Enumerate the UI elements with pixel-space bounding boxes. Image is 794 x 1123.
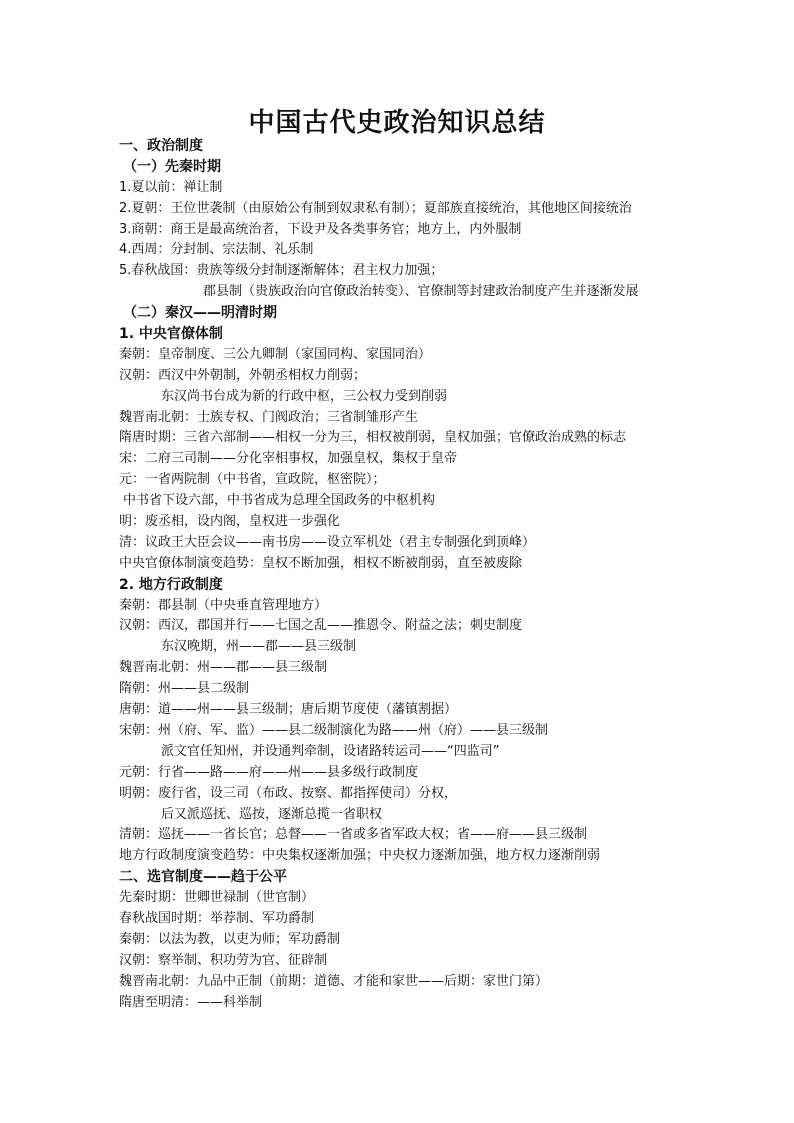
text-line: 宋：二府三司制——分化宰相事权，加强皇权，集权于皇帝 [119,451,458,467]
section-heading: （二）秦汉——明清时期 [123,305,277,322]
text-line: 先秦时期：世卿世禄制（世官制） [119,890,315,906]
text-line: 郡县制（贵族政治向官僚政治转变）、官僚制等封建政治制度产生并逐渐发展 [203,284,639,300]
document-body [119,136,689,1013]
text-line: 宋朝：州（府、军、监）——县二级制演化为路——州（府）——县三级制 [119,722,549,738]
text-line: 魏晋南北朝：士族专权、门阀政治；三省制雏形产生 [119,409,419,425]
text-line: 东汉尚书台成为新的行政中枢，三公权力受到削弱 [161,388,448,404]
text-line: 后又派巡抚、巡按，逐渐总揽一省职权 [161,806,383,822]
text-line: 汉朝：西汉中外朝制，外朝丞相权力削弱； [119,367,367,383]
text-line: 隋唐至明清：——科举制 [119,994,263,1010]
text-line: 明：废丞相，设内阁，皇权进一步强化 [119,514,341,530]
text-line: 魏晋南北朝：州——郡——县三级制 [119,660,328,676]
text-line: 汉朝：察举制、积功劳为官、征辟制 [119,952,328,968]
text-line: 隋唐时期：三省六部制——相权一分为三，相权被削弱，皇权加强；官僚政治成熟的标志 [119,430,627,446]
text-line: 地方行政制度演变趋势：中央集权逐渐加强；中央权力逐渐加强，地方权力逐渐削弱 [119,848,601,864]
text-line: 中书省下设六部，中书省成为总理全国政务的中枢机构 [123,493,436,509]
text-line: 元朝：行省——路——府——州——县多级行政制度 [119,764,419,780]
text-line: 元：一省两院制（中书省，宣政院，枢密院）； [119,472,386,488]
text-line: 5.春秋战国：贵族等级分封制逐渐解体；君主权力加强； [119,263,444,279]
text-line: 东汉晚期，州——郡——县三级制 [161,639,357,655]
text-line: 清：议政王大臣会议——南书房——设立军机处（君主专制强化到顶峰） [119,534,536,550]
text-line: 1.夏以前：禅让制 [119,179,223,195]
section-heading: （一）先秦时期 [123,158,221,175]
text-line: 派文官任知州，并设通判牵制，设诸路转运司——“四监司” [161,743,500,759]
text-line: 魏晋南北朝：九品中正制（前期：道德、才能和家世——后期：家世门第） [119,973,549,989]
text-line: 明朝：废行省，设三司（布政、按察、都指挥使司）分权， [119,785,458,801]
section-heading: 二、选官制度——趋于公平 [119,869,287,886]
document-title: 中国古代史政治知识总结 [248,108,546,138]
text-line: 隋朝：州——县二级制 [119,681,250,697]
text-line: 秦朝：郡县制（中央垂直管理地方） [119,597,328,613]
text-line: 4.西周：分封制、宗法制、礼乐制 [119,242,314,258]
text-line: 秦朝：皇帝制度、三公九卿制（家国同构、家国同治） [119,346,432,362]
section-heading: 2. 地方行政制度 [119,576,223,593]
text-line: 唐朝：道——州——县三级制；唐后期节度使（藩镇割据） [119,702,458,718]
text-line: 汉朝：西汉，郡国并行——七国之乱——推恩令、附益之法；刺史制度 [119,618,523,634]
section-heading: 一、政治制度 [119,138,203,154]
text-line: 中央官僚体制演变趋势：皇权不断加强，相权不断被削弱，直至被废除 [119,555,523,571]
text-line: 清朝：巡抚——一省长官；总督——一省或多省军政大权；省——府——县三级制 [119,827,588,843]
text-line: 春秋战国时期：举荐制、军功爵制 [119,910,315,926]
section-heading: 1. 中央官僚体制 [119,326,223,343]
text-line: 秦朝：以法为教，以吏为师；军功爵制 [119,931,341,947]
text-line: 3.商朝：商王是最高统治者，下设尹及各类事务官；地方上，内外服制 [119,221,522,237]
text-line: 2.夏朝：王位世袭制（由原始公有制到奴隶私有制）；夏部族直接统治，其他地区间接统治 [119,200,632,216]
